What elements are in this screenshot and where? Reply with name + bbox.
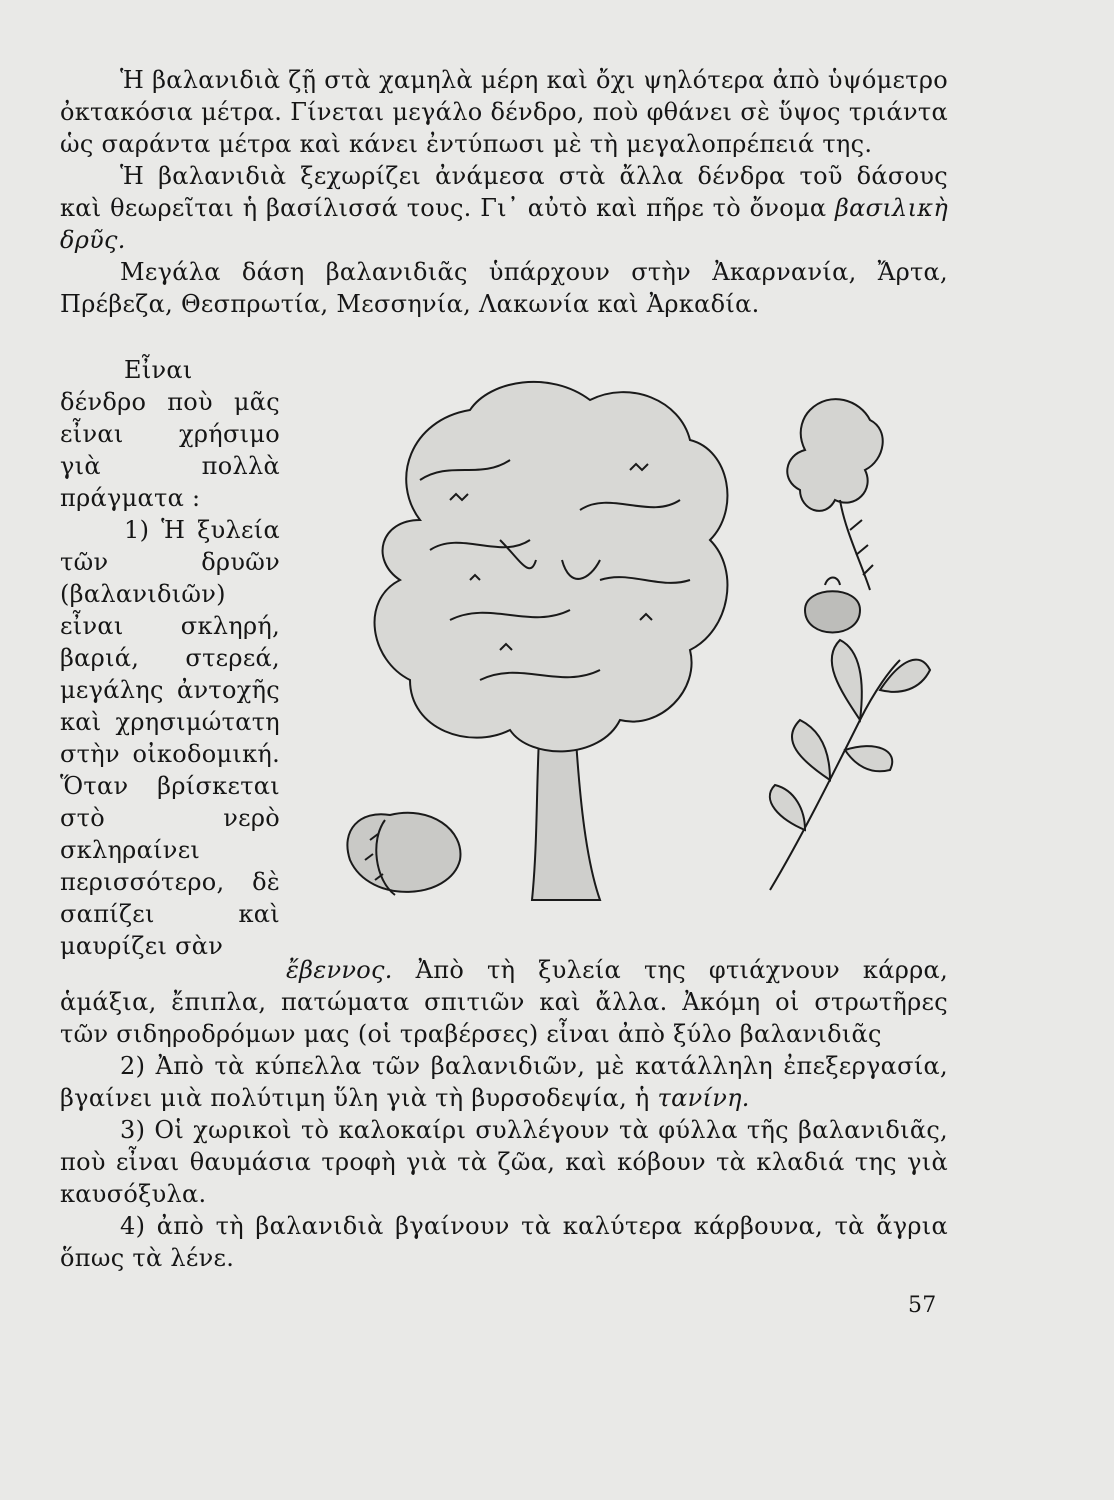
left-column <box>60 354 280 962</box>
term-tannin: τανίνη. <box>657 1084 750 1112</box>
paragraph-habitat: Ἡ βαλανιδιὰ ζῇ στὰ χαμηλὰ μέρη καὶ ὄχι ψηλότερα ἀπὸ ὑψόμετρο ὀκτακόσια μέτρα. Γίνεται μεγάλο δένδρο, ποὺ φθάνει σὲ ὕψος τριάντα ὡς σαράντα μέτρα καὶ κάνει ἐντύπωσι μὲ τὴ μεγαλοπρέπειά της. <box>60 66 948 158</box>
paragraph-forests: Μεγάλα δάση βαλανιδιᾶς ὑπάρχουν στὴν Ἀκαρνανία, Ἄρτα, Πρέβεζα, Θεσπρωτία, Μεσσηνία, Λακωνία καὶ Ἀρκαδία. <box>60 258 948 318</box>
paragraph-timber: 1) Ἡ ξυλεία τῶν δρυῶν (βαλανιδιῶν) εἶναι σκληρή, βαριά, στερεά, μεγάλης ἀντοχῆς καὶ χρησιμώτατη στὴν οἰκοδομική. Ὅταν βρίσκεται στὸ νερὸ σκληραίνει περισσότερο, δὲ σαπίζει καὶ μαυρίζει σὰν <box>60 516 280 960</box>
oak-branch-icon <box>770 640 930 890</box>
paragraph-useful: Εἶναι δένδρο ποὺ μᾶς εἶναι χρήσιμο γιὰ πολλὰ πράγματα : <box>60 356 280 512</box>
term-royal-oak: βασιλικὴ δρῦς. <box>60 194 948 254</box>
acorn-icon <box>347 813 460 895</box>
intro-block <box>60 64 948 320</box>
page-number: 57 <box>908 1293 937 1318</box>
paragraph-charcoal: 4) ἀπὸ τὴ βαλανιδιὰ βγαίνουν τὰ καλύτερα κάρβουνα, τὰ ἄγρια ὅπως τὰ λένε. <box>60 1212 948 1272</box>
paragraph-fodder: 3) Οἱ χωρικοὶ τὸ καλοκαίρι συλλέγουν τὰ φύλλα τῆς βαλανιδιᾶς, ποὺ εἶναι θαυμάσια τροφὴ γιὰ τὰ ζῶα, καὶ κόβουν τὰ κλαδιά της γιὰ καυσόξυλα. <box>60 1116 948 1208</box>
paragraph-queen-text: Ἡ βαλανιδιὰ ξεχωρίζει ἀνάμεσα στὰ ἄλλα δένδρα τοῦ δάσους καὶ θεωρεῖται ἡ βασίλισσά τους. Γι᾽ αὐτὸ καὶ πῆρε τὸ ὄνομα <box>60 162 948 222</box>
paragraph-tannin <box>60 1050 948 1114</box>
paragraph-timber-continued <box>60 954 948 1050</box>
oak-illustration <box>300 360 960 960</box>
acorn-cup-icon <box>805 578 860 633</box>
paragraph-tannin-text: 2) Ἀπὸ τὰ κύπελλα τῶν βαλανιδιῶν, μὲ κατάλληλη ἐπεξεργασία, βγαίνει μιὰ πολύτιμη ὕλη γιὰ τὴ βυρσοδεψία, ἡ <box>60 1052 948 1112</box>
paragraph-queen <box>60 160 948 256</box>
paragraph-timber-uses: Ἀπὸ τὴ ξυλεία της φτιάχνουν κάρρα, ἁμάξια, ἔπιπλα, πατώματα σπιτιῶν καὶ ἄλλα. Ἀκόμη οἱ στρωτῆρες τῶν σιδηροδρόμων μας (οἱ τραβέρσες) εἶναι ἀπὸ ξύλο βαλανιδιᾶς <box>60 956 948 1048</box>
term-ebony: ἔβεννος. <box>286 956 393 984</box>
oak-leaf-sprig-icon <box>787 399 882 590</box>
bottom-block <box>60 954 948 1274</box>
